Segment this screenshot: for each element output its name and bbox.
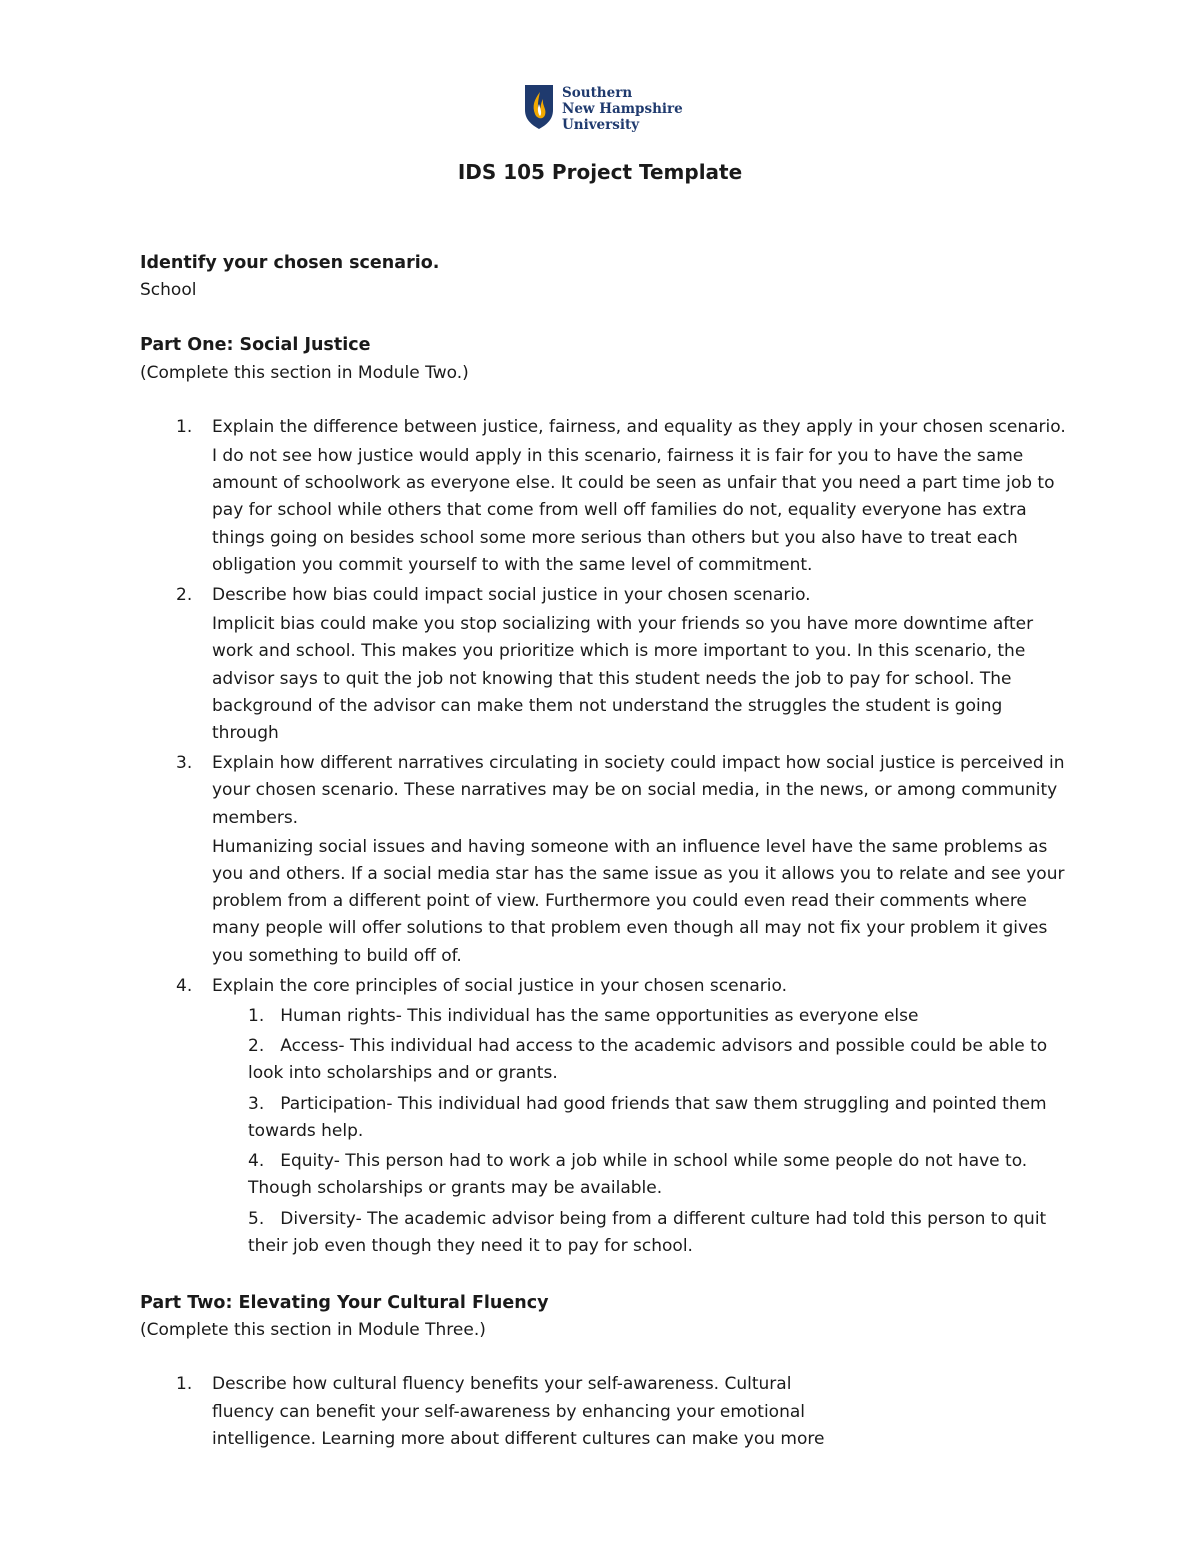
item-answer: Cultural fluency can benefit your self-awareness by enhancing your emotional intelligence. Learning more about different cultures can make you more (212, 1374, 825, 1449)
document-body (140, 250, 1070, 1456)
principle-number: 4. (248, 1151, 265, 1172)
item-prompt: Explain how different narratives circulating in society could impact how social justice is perceived in your chosen scenario. These narratives may be on social media, in the news, or among community members. (212, 753, 1065, 828)
item-number: 2. (176, 585, 193, 606)
principles-list (212, 1003, 1070, 1260)
list-item (140, 582, 1070, 747)
part-one-note: (Complete this section in Module Two.) (140, 362, 469, 383)
principle-item (212, 1033, 1070, 1087)
item-number: 1. (176, 1374, 193, 1395)
part-one-heading: Part One: Social Justice (140, 335, 371, 356)
logo-line-2: New Hampshire (562, 101, 683, 117)
principle-text: Equity- This person had to work a job while in school while some people do not have to. Though scholarships or grants may be available. (248, 1151, 1028, 1199)
principle-item (212, 1148, 1070, 1202)
part-two-heading: Part Two: Elevating Your Cultural Fluency (140, 1292, 549, 1313)
principle-number: 2. (248, 1036, 265, 1057)
principle-number: 5. (248, 1208, 265, 1229)
principle-number: 3. (248, 1093, 265, 1114)
item-answer: Implicit bias could make you stop socializing with your friends so you have more downtime after work and school. This makes you prioritize which is more important to you. In this scenario, the advisor says to quit the job not knowing that this student needs the job to pay for school. The background of the advisor can make them not understand the struggles the student is going through (212, 614, 1034, 744)
principle-item (212, 1091, 1070, 1145)
principle-item (212, 1003, 1070, 1030)
item-answer: I do not see how justice would apply in this scenario, fairness it is fair for you to have the same amount of schoolwork as everyone else. It could be seen as unfair that you need a part time job to pay for school while others that come from well off families do not, equality everyone has extra things going on besides school some more serious than others but you also have to treat each obligation you commit yourself to with the same level of commitment. (212, 446, 1055, 575)
item-number: 1. (176, 416, 193, 437)
list-item (140, 414, 1070, 579)
scenario-heading: Identify your chosen scenario. (140, 253, 440, 273)
list-item (140, 973, 1070, 1260)
part-one-list (140, 414, 1070, 1260)
principle-text: Access- This individual had access to the academic advisors and possible could be able to look into scholarships and or grants. (248, 1036, 1048, 1084)
list-item (140, 1371, 842, 1453)
principle-text: Human rights- This individual has the same opportunities as everyone else (280, 1006, 919, 1027)
item-number: 3. (176, 753, 193, 774)
part-two-note: (Complete this section in Module Three.) (140, 1320, 486, 1341)
university-logo (524, 84, 683, 133)
item-prompt: Describe how bias could impact social justice in your chosen scenario. (212, 585, 811, 606)
item-prompt: Explain the core principles of social justice in your chosen scenario. (212, 975, 787, 996)
item-prompt: Explain the difference between justice, fairness, and equality as they apply in your chosen scenario. (212, 416, 1066, 437)
principle-item (212, 1206, 1070, 1260)
item-number: 4. (176, 975, 193, 996)
part-two-list (140, 1371, 1070, 1453)
scenario-value: School (140, 280, 197, 301)
item-answer: Humanizing social issues and having someone with an influence level have the same problems as you and others. If a social media star has the same issue as you it allows you to relate and see your problem from a different point of view. Furthermore you could even read their comments where many people will offer solutions to that problem even though all may not fix your problem it gives you something to build off of. (212, 836, 1065, 966)
logo-line-3: University (562, 117, 640, 133)
shield-flame-icon (524, 84, 554, 130)
logo-line-1: Southern (562, 85, 633, 101)
principle-text: Diversity- The academic advisor being from a different culture had told this person to quit their job even though they need it to pay for school. (248, 1208, 1047, 1256)
item-prompt: Describe how cultural fluency benefits your self-awareness. (212, 1374, 720, 1395)
principle-text: Participation- This individual had good friends that saw them struggling and pointed them towards help. (248, 1093, 1047, 1141)
principle-number: 1. (248, 1006, 265, 1027)
list-item (140, 750, 1070, 970)
document-title: IDS 105 Project Template (457, 160, 743, 184)
